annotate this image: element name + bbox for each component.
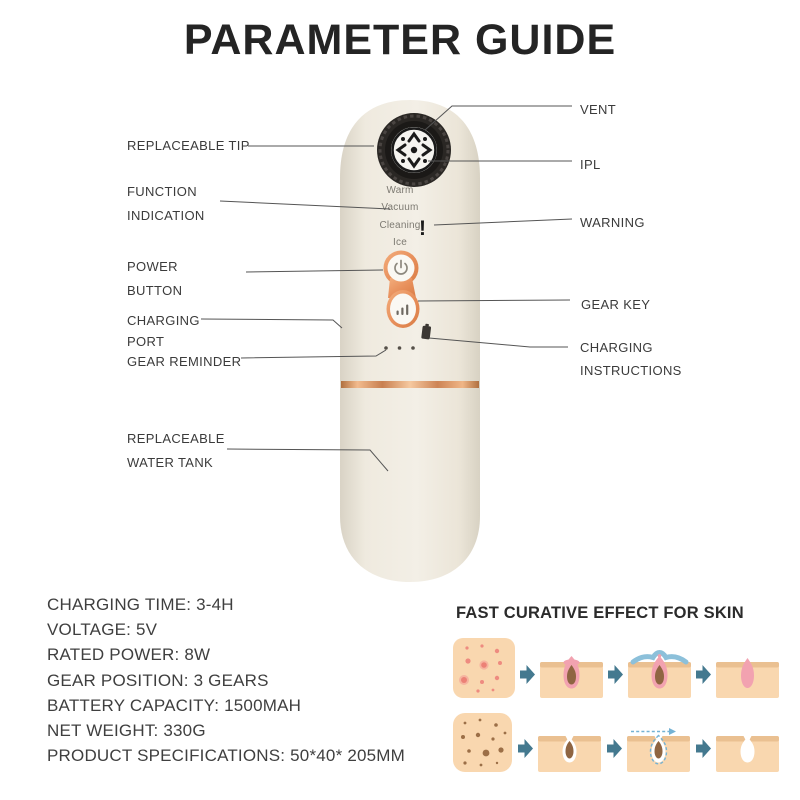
skin-effect-row-pimples	[453, 636, 779, 698]
spec-list	[47, 592, 405, 768]
callout-text: POWER	[127, 259, 178, 274]
callout-charging-port	[127, 310, 200, 352]
function-label-ice: Ice	[393, 237, 407, 249]
spec-item: RATED POWER: 8W	[47, 645, 211, 665]
device-illustration	[332, 96, 492, 588]
spec-item: GEAR POSITION: 3 GEARS	[47, 670, 269, 690]
function-indication-labels	[340, 182, 460, 252]
skin-section-heading: FAST CURATIVE EFFECT FOR SKIN	[456, 604, 744, 622]
callout-gear-reminder	[127, 350, 241, 374]
copper-band	[341, 381, 479, 388]
callout-replaceable-water-tank	[127, 427, 225, 475]
arrow-right-icon	[520, 665, 535, 684]
skin-effect-row-blackheads	[453, 712, 779, 772]
skin-pore-clogged	[540, 650, 603, 698]
arrow-right-icon	[607, 739, 622, 758]
function-label-warm: Warm	[386, 185, 414, 196]
callout-function-indication	[127, 180, 205, 228]
spec-item: BATTERY CAPACITY: 1500MAH	[47, 695, 302, 715]
callout-text: GEAR KEY	[581, 297, 651, 312]
spec-item: CHARGING TIME: 3-4H	[47, 595, 234, 614]
callout-text: REPLACEABLE TIP	[127, 138, 250, 153]
spec-item: VOLTAGE: 5V	[47, 620, 158, 640]
callout-text: INSTRUCTIONS	[580, 363, 682, 378]
skin-pore-clean	[716, 650, 779, 698]
callout-replaceable-tip	[127, 134, 250, 158]
callout-gear-key	[581, 293, 650, 317]
callout-text: INDICATION	[127, 208, 205, 223]
spec-item: PRODUCT SPECIFICATIONS: 50*40* 205MM	[47, 746, 405, 766]
callout-warning	[580, 211, 645, 235]
warning-icon: !	[419, 217, 426, 240]
callout-text: CHARGING	[580, 340, 653, 355]
callout-text: FUNCTION	[127, 184, 197, 199]
callout-text: WATER TANK	[127, 455, 214, 470]
arrow-right-icon	[608, 665, 623, 684]
callout-ipl	[580, 153, 601, 177]
arrow-right-icon	[696, 665, 711, 684]
callout-text: VENT	[580, 102, 617, 117]
callout-text: REPLACEABLE	[127, 431, 225, 446]
callout-text: IPL	[580, 157, 601, 172]
spec-item: NET WEIGHT: 330G	[47, 721, 206, 741]
callout-text: PORT	[127, 334, 165, 349]
callout-text: WARNING	[580, 215, 645, 230]
callout-power-button	[127, 255, 182, 303]
function-label-cleaning: Cleaning	[379, 219, 421, 231]
skin-pore-suction	[628, 650, 691, 698]
button-cluster	[384, 251, 420, 329]
callout-text: BUTTON	[127, 283, 183, 298]
skin-patch-blackheads	[453, 713, 512, 772]
page-title: PARAMETER GUIDE	[183, 16, 617, 64]
blackhead-pore-suction	[627, 724, 690, 772]
blackhead-pore-clogged	[538, 724, 601, 772]
skin-patch-pimples	[453, 638, 515, 698]
callout-vent	[580, 98, 616, 122]
callout-text: GEAR REMINDER	[127, 354, 242, 369]
arrow-right-icon	[696, 739, 711, 758]
function-label-vacuum: Vacuum	[381, 202, 419, 214]
blackhead-pore-clean	[716, 724, 779, 772]
tip-knob	[377, 113, 451, 187]
callout-charging-instructions	[580, 336, 682, 382]
arrow-right-icon	[518, 739, 533, 758]
callout-text: CHARGING	[127, 313, 200, 328]
